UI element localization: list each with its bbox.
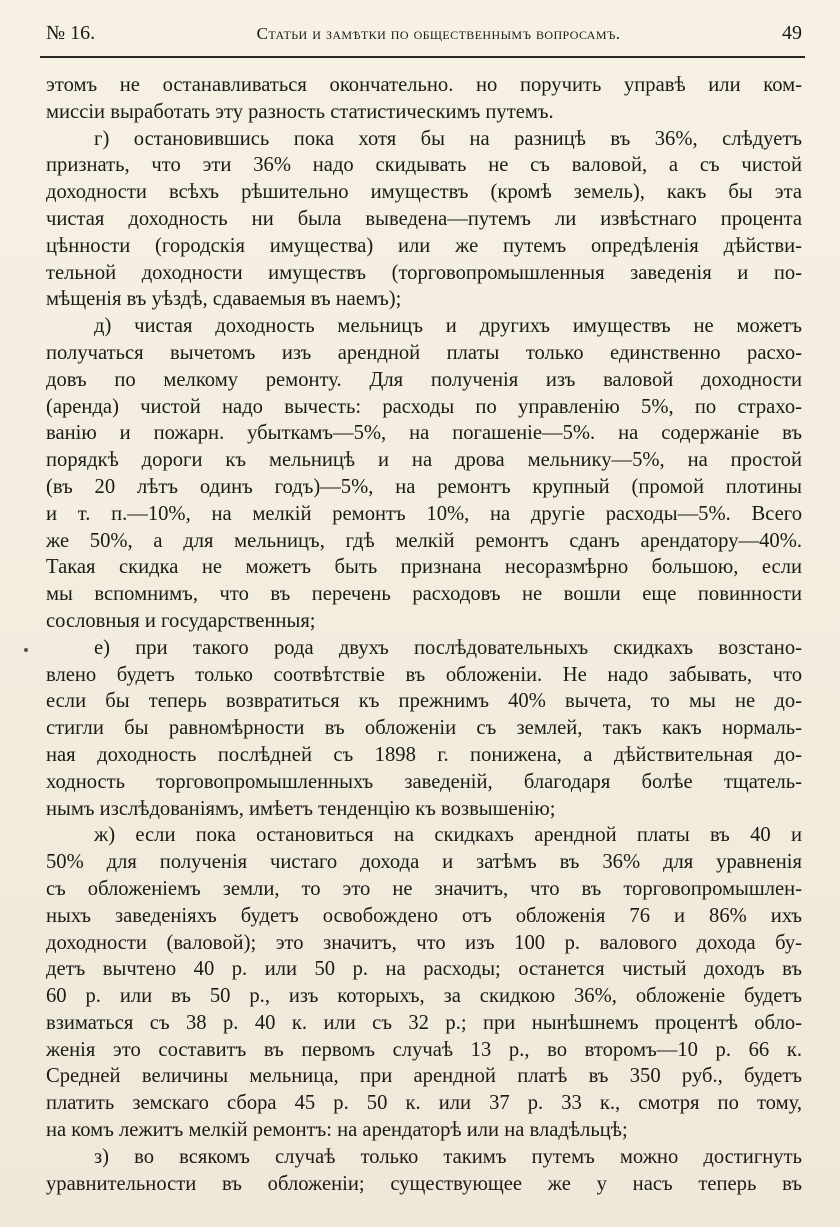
margin-speck — [24, 648, 28, 652]
text-line: сословныя и государственныя; — [46, 609, 316, 632]
text-line: уравнительности въ обложеніи; существующее же у насъ теперь въ — [46, 1172, 802, 1195]
text-line: ванію и пожарн. убыткамъ—5%, на погашеніе—5%. на содержаніе въ — [46, 422, 802, 445]
text-line: Средней величины мельница, при арендной платѣ въ 350 руб., будетъ — [46, 1065, 802, 1088]
text-line: этомъ не останавливаться окончательно. но поручить управѣ или ком- — [46, 74, 802, 96]
text-line: Такая скидка не можетъ быть признана несоразмѣрно большою, если — [46, 556, 802, 579]
text-line: влено будетъ только соотвѣтствіе въ обложеніи. Не надо забывать, что — [46, 663, 802, 686]
text-line: если бы теперь возвратиться къ прежнимъ 40% вычета, то мы не до- — [46, 690, 802, 713]
text-line: чистая доходность ни была выведена—путемъ ли извѣстнаго процента — [46, 207, 802, 230]
text-line: з) во всякомъ случаѣ только такимъ путемъ можно достигнуть — [94, 1145, 802, 1168]
section-title: Статьи и замѣтки по общественнымъ вопросамъ. — [256, 24, 621, 43]
text-line: довъ по мелкому ремонту. Для полученія изъ валовой доходности — [46, 368, 802, 391]
text-line: стигли бы равномѣрности въ обложеніи съ землей, такъ какъ нормаль- — [46, 717, 802, 740]
text-line: ная доходность послѣдней съ 1898 г. понижена, а дѣйствительная до- — [46, 743, 802, 766]
article-body — [46, 72, 802, 1197]
text-line: 50% для полученія чистаго дохода и затѣмъ въ 36% для уравненія — [46, 851, 802, 874]
text-line: детъ вычтено 40 р. или 50 р. на расходы; останется чистый доходъ въ — [46, 958, 802, 981]
text-line: мѣщенія въ уѣздѣ, сдаваемыя въ наемъ); — [46, 288, 402, 311]
text-line: получаться вычетомъ изъ арендной платы только единственно расхо- — [46, 341, 802, 364]
text-line: порядкѣ дороги къ мельницѣ и на дрова мельнику—5%, на простой — [46, 449, 802, 472]
text-line: взиматься съ 38 р. 40 к. или съ 32 р.; при нынѣшнемъ процентѣ обло- — [46, 1011, 802, 1034]
text-line: же 50%, а для мельницъ, гдѣ мелкій ремонтъ сданъ арендатору—40%. — [46, 529, 802, 552]
text-line: съ обложеніемъ земли, то это не значитъ, что въ торговопромышлен- — [46, 877, 802, 900]
text-line: женія это составитъ въ первомъ случаѣ 13 р., во второмъ—10 р. 66 к. — [46, 1038, 802, 1061]
text-line: цѣнности (городскія имущества) или же путемъ опредѣленія дѣйстви- — [46, 234, 802, 257]
running-head — [46, 22, 802, 52]
text-line: нымъ изслѣдованіямъ, имѣетъ тенденцію къ возвышенію; — [46, 797, 556, 820]
text-line: платить земскаго сбора 45 р. 50 к. или 37 р. 33 к., смотря по тому, — [46, 1092, 802, 1115]
text-line: (въ 20 лѣтъ одинъ годъ)—5%, на ремонтъ крупный (промой плотины — [46, 475, 802, 498]
text-line: д) чистая доходность мельницъ и другихъ имуществъ не можетъ — [94, 315, 802, 338]
text-line: е) при такого рода двухъ послѣдовательныхъ скидкахъ возстано- — [94, 636, 802, 659]
text-line: ныхъ заведеніяхъ будетъ освобождено отъ обложенія 76 и 86% ихъ — [46, 904, 802, 927]
text-line: (аренда) чистой надо вычесть: расходы по управленію 5%, по страхо- — [46, 395, 802, 418]
text-line: ж) если пока остановиться на скидкахъ арендной платы въ 40 и — [94, 824, 802, 847]
text-line: и т. п.—10%, на мелкій ремонтъ 10%, на другіе расходы—5%. Всего — [46, 502, 802, 525]
text-line: тельной доходности имуществъ (торговопромышленныя заведенія и по- — [46, 261, 802, 284]
text-line: доходности всѣхъ рѣшительно имуществъ (кромѣ земель), какъ бы эта — [46, 181, 802, 204]
text-line: признать, что эти 36% надо скидывать не съ валовой, а съ чистой — [46, 154, 802, 177]
text-line: миссіи выработать эту разность статистическимъ путемъ. — [46, 100, 554, 123]
text-line: г) остановившись пока хотя бы на разницѣ въ 36%, слѣдуетъ — [94, 127, 802, 150]
text-line: доходности (валовой); это значитъ, что изъ 100 р. валового дохода бу- — [46, 931, 802, 954]
issue-number: № 16. — [46, 22, 96, 44]
header-rule — [40, 56, 805, 58]
text-line: ходность торговопромышленныхъ заведеній, благодаря болѣе тщатель- — [46, 770, 802, 793]
page-number: 49 — [781, 22, 802, 44]
text-line: мы вспомнимъ, что въ перечень расходовъ не вошли еще повинности — [46, 583, 802, 606]
text-line: 60 р. или въ 50 р., изъ которыхъ, за скидкою 36%, обложеніе будетъ — [46, 985, 802, 1008]
text-line: на комъ лежитъ мелкій ремонтъ: на арендаторѣ или на владѣльцѣ; — [46, 1119, 628, 1142]
